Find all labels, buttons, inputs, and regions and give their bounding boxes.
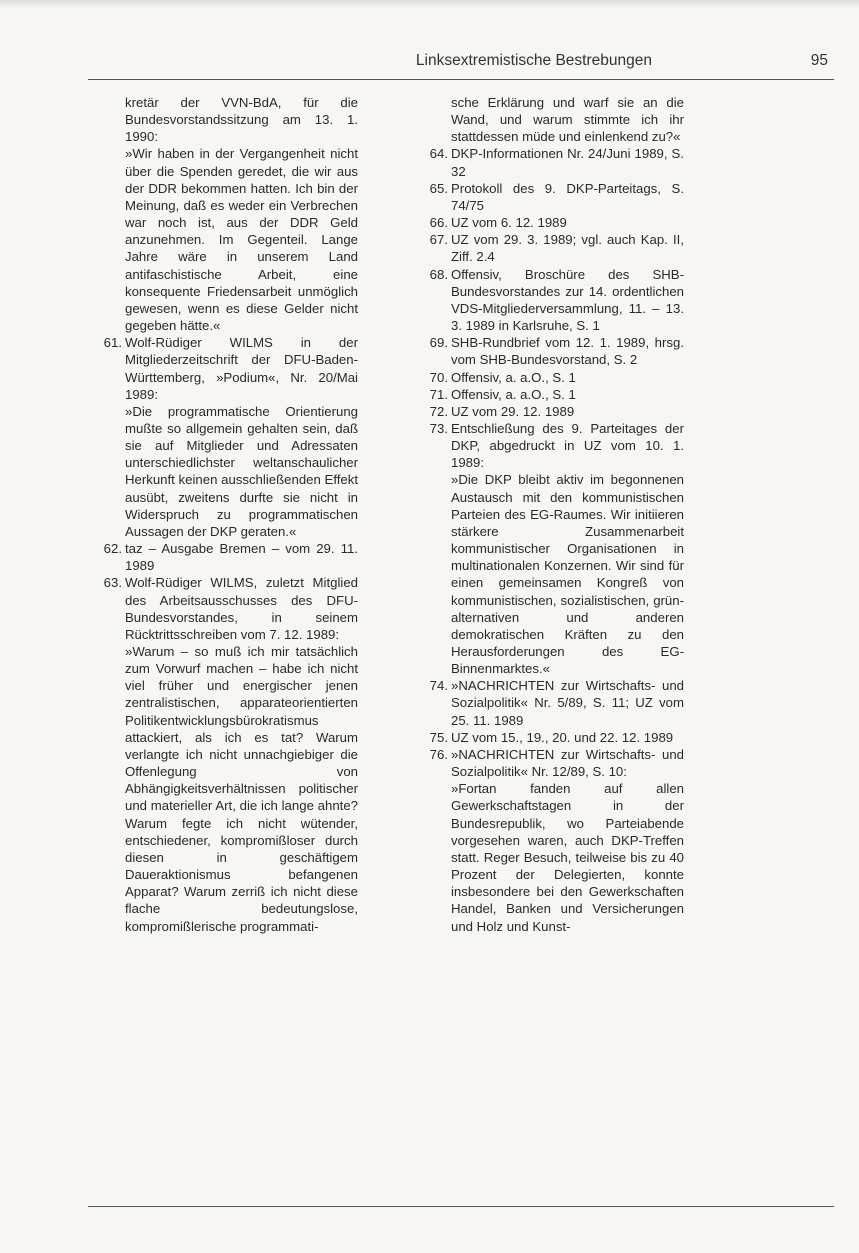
footnote-number: 72. xyxy=(429,403,448,419)
footnote-68 xyxy=(414,266,684,335)
footnote-number: 70. xyxy=(429,369,448,385)
header-rule xyxy=(88,79,834,80)
left-continuation-intro: kretär der VVN-BdA, für die Bundesvorstandssitzung am 13. 1. 1990: xyxy=(125,95,358,145)
footnote-text: UZ vom 29. 3. 1989; vgl. auch Kap. II, Ziff. 2.4 xyxy=(451,232,684,265)
footnote-text: SHB-Rundbrief vom 12. 1. 1989, hrsg. vom SHB-Bundesvorstand, S. 2 xyxy=(451,335,684,368)
footnote-text: UZ vom 6. 12. 1989 xyxy=(451,215,567,231)
footnote-73 xyxy=(414,420,684,677)
footnote-number: 63. xyxy=(103,575,122,591)
right-continuation-text: sche Erklärung und warf sie an die Wand, und warum stimmte ich ihr stattdessen müde und einlenkend zu?« xyxy=(451,95,684,145)
page-number: 95 xyxy=(810,52,828,69)
footnote-number: 73. xyxy=(429,420,448,436)
right-continuation xyxy=(414,94,684,145)
left-continuation xyxy=(88,94,358,334)
footnote-number: 74. xyxy=(429,678,448,694)
footnote-number: 65. xyxy=(429,180,448,196)
footnote-63 xyxy=(88,574,358,934)
footnote-75 xyxy=(414,729,684,746)
footnote-70 xyxy=(414,369,684,386)
footnote-number: 66. xyxy=(429,215,448,231)
footnote-64 xyxy=(414,145,684,179)
footnote-number: 71. xyxy=(429,386,448,402)
page-top-edge xyxy=(0,0,859,8)
footnote-number: 76. xyxy=(429,746,448,762)
left-continuation-quote: »Wir haben in der Vergangenheit nicht über die Spenden geredet, die wir aus der DDR bekommen hatten. Ich bin der Meinung, daß es weder ein Verbrechen war noch ist, aus der DDR Geld anzunehmen. Im Gegenteil. Lange Jahre wäre in unserem Land antifaschistische Arbeit, eine konsequente Friedensarbeit unmöglich gewesen, wenn es diese Gelder nicht gegeben hätte.« xyxy=(125,146,358,334)
footnote-61 xyxy=(88,334,358,540)
footer-rule xyxy=(88,1206,834,1207)
footnote-66 xyxy=(414,214,684,231)
right-column xyxy=(414,94,684,935)
footnote-65 xyxy=(414,180,684,214)
footnote-text: DKP-Informationen Nr. 24/Juni 1989, S. 32 xyxy=(451,146,684,179)
footnote-71 xyxy=(414,386,684,403)
footnote-text: Entschließung des 9. Parteitages der DKP, abgedruckt in UZ vom 10. 1. 1989: xyxy=(451,420,684,471)
footnote-72 xyxy=(414,403,684,420)
footnote-quote: »Die DKP bleibt aktiv im begonnenen Austausch mit den kommunistischen Parteien des EG-Raumes. Wir initiieren stärkere Zusammenarbeit kommunistischer Organisationen in multinationalen Konzernen. Wir sind für einen gemeinsamen Kongreß von kommunistischen, sozialistischen, grün-alternativen und anderen demokratischen Kräften zu den Herausforderungen des EG-Binnenmarktes.« xyxy=(451,472,684,677)
footnote-text: »NACHRICHTEN zur Wirtschafts- und Sozialpolitik« Nr. 12/89, S. 10: xyxy=(451,746,684,780)
footnote-62 xyxy=(88,540,358,574)
footnote-quote: »Fortan fanden auf allen Gewerkschaftstagen in der Bundesrepublik, wo Parteiabende vorgesehen waren, auch DKP-Treffen statt. Reger Besuch, teilweise bis zu 40 Prozent der Delegierten, konnte insbesondere bei den Gewerkschaften Handel, Banken und Versicherungen und Holz und Kunst- xyxy=(451,781,684,934)
footnote-quote: »Die programmatische Orientierung mußte so allgemein gehalten sein, daß sie auf Mitglieder und Adressaten unterschiedlichster weltanschaulicher Herkunft keinen ausschließenden Effekt ausübt, zweitens durfte sie nicht in Widerspruch zu programmatischen Aussagen der DKP geraten.« xyxy=(125,403,358,539)
footnote-text: Offensiv, a. a.O., S. 1 xyxy=(451,369,576,385)
footnote-67 xyxy=(414,231,684,265)
footnote-76 xyxy=(414,746,684,935)
footnote-number: 68. xyxy=(429,266,448,282)
running-head-title: Linksextremistische Bestrebungen xyxy=(415,52,652,69)
left-column xyxy=(88,94,358,935)
footnote-number: 69. xyxy=(429,335,448,351)
footnote-text: Wolf-Rüdiger WILMS in der Mitgliederzeitschrift der DFU-Baden-Württemberg, »Podium«, Nr. 20/Mai 1989: xyxy=(125,335,358,402)
footnote-number: 75. xyxy=(429,729,448,745)
footnote-69 xyxy=(414,334,684,368)
footnote-text: Offensiv, Broschüre des SHB-Bundesvorstandes zur 14. ordentlichen VDS-Mitgliederversammlung, 11. – 13. 3. 1989 in Karlsruhe, S. 1 xyxy=(451,266,684,334)
footnote-text: UZ vom 29. 12. 1989 xyxy=(451,403,575,419)
footnote-text: taz – Ausgabe Bremen – vom 29. 11. 1989 xyxy=(125,541,358,574)
footnote-text: Protokoll des 9. DKP-Parteitags, S. 74/75 xyxy=(451,180,684,213)
footnote-number: 67. xyxy=(429,232,448,248)
footnote-number: 64. xyxy=(429,146,448,162)
footnote-text: Wolf-Rüdiger WILMS, zuletzt Mitglied des Arbeitsausschusses des DFU-Bundesvorstandes, in seinem Rücktrittsschreiben vom 7. 12. 1989: xyxy=(125,575,358,642)
footnote-number: 62. xyxy=(103,541,122,557)
footnote-quote: »Warum – so muß ich mir tatsächlich zum Vorwurf machen – habe ich nicht viel früher und energischer jenen zentralistischen, apparateorientierten Politikentwicklungsbürokratismus attackiert, als ich es tat? Warum verlangte ich nicht unnachgiebiger die Offenlegung von Abhängigkeitsverhältnissen politischer und materieller Art, die ich lange ahnte? Warum fegte ich nicht wütender, entschiedener, kompromißloser durch diesen in geschäftigem Daueraktionismus befangenen Apparat? Warum zerriß ich nicht diese flache bedeutungslose, kompromißlerische programmati- xyxy=(125,644,358,934)
footnote-number: 61. xyxy=(103,335,122,351)
footnote-text: »NACHRICHTEN zur Wirtschafts- und Sozialpolitik« Nr. 5/89, S. 11; UZ vom 25. 11. 1989 xyxy=(451,678,684,728)
footnote-text: UZ vom 15., 19., 20. und 22. 12. 1989 xyxy=(451,729,674,745)
footnote-text: Offensiv, a. a.O., S. 1 xyxy=(451,386,576,402)
running-head xyxy=(88,52,834,72)
footnote-74 xyxy=(414,677,684,728)
